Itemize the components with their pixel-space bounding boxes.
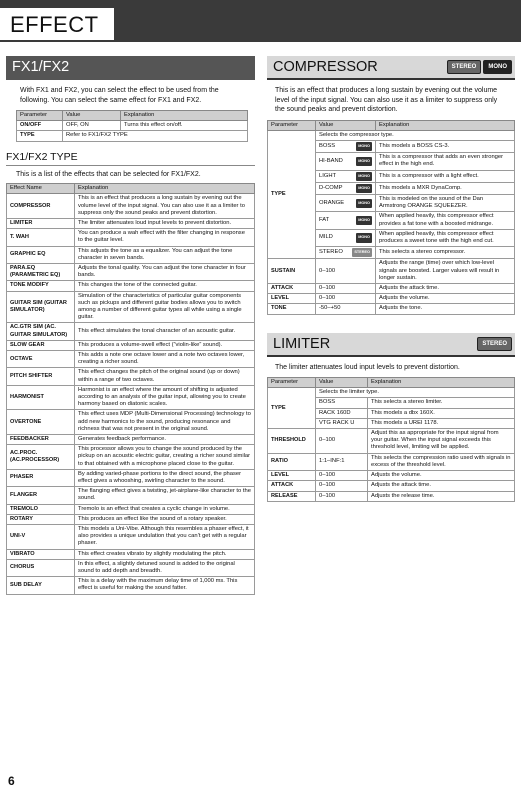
effect-explanation: Generates feedback performance. (75, 435, 255, 445)
col-header-value: Value (316, 120, 376, 130)
param-name: TYPE (268, 388, 316, 429)
type-explanation: This is modeled on the sound of the Dan Armstrong ORANGE SQUEEZER. (376, 194, 515, 211)
effect-explanation: This produces an effect like the sound of a rotary speaker. (75, 514, 255, 524)
effect-explanation: This adds a note one octave lower and a note two octaves lower, creating a richer sound. (75, 350, 255, 367)
effect-name: HARMONIST (7, 385, 75, 410)
fx-param-row (17, 131, 248, 141)
effect-name: LIMITER (7, 218, 75, 228)
compressor-section-title: COMPRESSOR STEREO MONO (267, 56, 515, 80)
mono-chip: MONO (356, 142, 372, 151)
type-value-cell (316, 247, 376, 259)
effect-explanation: This effect changes the pitch of the original sound (up or down) within a range of two octaves. (75, 368, 255, 385)
type-explanation: This models a UREI 1178. (368, 418, 515, 428)
limiter-param-row (268, 491, 515, 501)
col-header-effect-name: Effect Name (7, 184, 75, 194)
compressor-param-row (268, 283, 515, 293)
param-value: 0–100 (316, 429, 368, 454)
fx-type-row (7, 504, 255, 514)
fx-type-row (7, 525, 255, 550)
param-value: 0–100 (316, 294, 376, 304)
fx-type-row (7, 577, 255, 594)
param-name: THRESHOLD (268, 429, 316, 454)
left-column (6, 56, 255, 595)
param-value: -50–+50 (316, 304, 376, 314)
limiter-table (267, 377, 515, 502)
effect-explanation: By adding varied-phase portions to the direct sound, the phaser effect gives a whooshing, swirling character to the sound. (75, 469, 255, 486)
effect-name: PARA.EQ (PARAMETRIC EQ) (7, 263, 75, 280)
compressor-param-row (268, 294, 515, 304)
stereo-chip: STEREO (352, 248, 372, 257)
fx-type-row (7, 487, 255, 504)
fx-param-table (16, 110, 248, 142)
effect-explanation: You can produce a wah effect with the filter changing in response to the guitar level. (75, 229, 255, 246)
effect-name: COMPRESSOR (7, 194, 75, 219)
fx-type-row (7, 368, 255, 385)
col-header-parameter: Parameter (17, 111, 63, 121)
param-name: TONE (268, 304, 316, 314)
type-value: MILD (319, 234, 333, 241)
fx-type-row (7, 514, 255, 524)
compressor-header-row (268, 120, 515, 130)
effect-name: AC.GTR SIM (AC. GUITAR SIMULATOR) (7, 323, 75, 340)
effect-name: TONE MODIFY (7, 281, 75, 291)
param-name: LEVEL (268, 471, 316, 481)
param-name: RELEASE (268, 491, 316, 501)
compressor-param-row (268, 304, 515, 314)
type-value-wrap (319, 157, 372, 166)
type-value: VTG RACK U (316, 418, 368, 428)
limiter-param-row (268, 429, 515, 454)
type-value-cell (316, 170, 376, 182)
fx-type-row (7, 559, 255, 576)
type-explanation: This is a compressor that adds an even stronger effect in the high end. (376, 153, 515, 170)
compressor-type-caption-row (268, 130, 515, 140)
param-explanation: Adjust this as appropriate for the input signal from your guitar. When the input signal exceeds this threshold level, limiting will be applied. (368, 429, 515, 454)
param-explanation: Adjusts the tone. (376, 304, 515, 314)
type-value-wrap (319, 216, 372, 225)
effect-name: OCTAVE (7, 350, 75, 367)
type-value-wrap (319, 248, 372, 257)
fx-type-row (7, 246, 255, 263)
type-value: FAT (319, 216, 330, 223)
limiter-param-row (268, 481, 515, 491)
fx-type-row (7, 194, 255, 219)
page-title: EFFECT (10, 12, 99, 37)
type-value: D-COMP (319, 184, 343, 191)
effect-name: ROTARY (7, 514, 75, 524)
type-value-wrap (319, 142, 372, 151)
fx-type-row (7, 410, 255, 435)
effect-name: AC.PROC. (AC.PROCESSOR) (7, 445, 75, 470)
param-value: 1:1–INF:1 (316, 453, 368, 470)
param-value: 0–100 (316, 481, 368, 491)
type-value: RACK 160D (316, 408, 368, 418)
effect-explanation: This models a Uni-Vibe. Although this resembles a phaser effect, it also provides a unique undulation that you can’t get with a regular phaser. (75, 525, 255, 550)
effect-name: VIBRATO (7, 549, 75, 559)
stereo-badge: STEREO (447, 60, 482, 74)
type-value-wrap (319, 172, 372, 181)
limiter-param-row (268, 453, 515, 470)
param-explanation: Turns this effect on/off. (121, 121, 248, 131)
mono-chip: MONO (356, 157, 372, 166)
fx-type-row (7, 229, 255, 246)
type-value-cell (316, 212, 376, 229)
effect-explanation: Adjusts the tonal quality. You can adjust the tone character in four bands. (75, 263, 255, 280)
type-value: BOSS (319, 142, 336, 149)
col-header-value: Value (316, 378, 368, 388)
type-value: HI-BAND (319, 157, 343, 164)
param-explanation: Adjusts the release time. (368, 491, 515, 501)
param-name: SUSTAIN (268, 259, 316, 284)
effect-explanation: The limiter attenuates loud input levels to prevent distortion. (75, 218, 255, 228)
effect-name: CHORUS (7, 559, 75, 576)
param-explanation: Adjusts the volume. (376, 294, 515, 304)
mono-chip: MONO (356, 172, 372, 181)
fx-type-row (7, 263, 255, 280)
fx-type-row (7, 435, 255, 445)
effect-explanation: This effect uses MDP (Multi-Dimensional Processing) technology to add new harmonics to the sound, producing resonance and richness that was not present in the original sound. (75, 410, 255, 435)
param-explanation: Adjusts the volume. (368, 471, 515, 481)
effect-explanation: Harmonist is an effect where the amount of shifting is adjusted according to an analysis of the guitar input, allowing you to create harmony based on diatonic scales. (75, 385, 255, 410)
effect-name: SUB DELAY (7, 577, 75, 594)
type-explanation: This models a dbx 160X. (368, 408, 515, 418)
limiter-header-row (268, 378, 515, 388)
param-value: 0–100 (316, 471, 368, 481)
fx-param-row (17, 121, 248, 131)
mono-chip: MONO (356, 184, 372, 193)
type-explanation: This models a BOSS CS-3. (376, 140, 515, 152)
param-explanation: Adjusts the range (time) over which low-level signals are boosted. Larger values will result in longer sustain. (376, 259, 515, 284)
param-name: RATIO (268, 453, 316, 470)
param-explanation: This selects the compression ratio used with signals in excess of the threshold level. (368, 453, 515, 470)
col-header-explanation: Explanation (75, 184, 255, 194)
mono-chip: MONO (356, 233, 372, 242)
effect-name: PITCH SHIFTER (7, 368, 75, 385)
col-header-explanation: Explanation (376, 120, 515, 130)
type-explanation: When applied heavily, this compressor effect produces a sweet tone with the high end cut. (376, 229, 515, 246)
effect-explanation: Simulation of the characteristics of particular guitar components such as pickups and different guitar bodies allows you to switch among a number of different guitar types all while using a single guitar. (75, 291, 255, 323)
limiter-badges (477, 337, 512, 351)
param-name: TYPE (268, 130, 316, 259)
type-explanation: This selects a stereo compressor. (376, 247, 515, 259)
mono-badge: MONO (483, 60, 512, 74)
fx-type-header-row (7, 184, 255, 194)
fx-type-table (6, 183, 255, 595)
type-value-cell (316, 182, 376, 194)
fx-param-header-row (17, 111, 248, 121)
effect-name: FLANGER (7, 487, 75, 504)
type-explanation: When applied heavily, this compressor effect provides a fat tone with a boosted midrange. (376, 212, 515, 229)
mono-chip: MONO (356, 216, 372, 225)
param-value: Refer to FX1/FX2 TYPE (63, 131, 248, 141)
page-title-box (0, 6, 116, 42)
fx-type-row (7, 291, 255, 323)
type-value: ORANGE (319, 199, 345, 206)
param-name: TYPE (17, 131, 63, 141)
type-caption: Selects the compressor type. (316, 130, 515, 140)
effect-explanation: This adjusts the tone as a equalizer. You can adjust the tone character in seven bands. (75, 246, 255, 263)
type-value-cell (316, 140, 376, 152)
compressor-intro: This is an effect that produces a long sustain by evening out the volume level of the input signal. You can also use it as a limiter to suppress only the sound peaks and prevent distortion. (275, 87, 498, 113)
param-value: 0–100 (316, 491, 368, 501)
type-value-cell (316, 229, 376, 246)
effect-name: UNI-V (7, 525, 75, 550)
type-explanation: This is a compressor with a light effect. (376, 170, 515, 182)
effect-explanation: This is a delay with the maximum delay time of 1,000 ms. This effect is useful for making the sound fatter. (75, 577, 255, 594)
effect-name: GRAPHIC EQ (7, 246, 75, 263)
col-header-explanation: Explanation (121, 111, 248, 121)
limiter-section-title: LIMITER STEREO (267, 333, 515, 357)
col-header-parameter: Parameter (268, 120, 316, 130)
effect-name: TREMOLO (7, 504, 75, 514)
type-value: LIGHT (319, 172, 337, 179)
limiter-type-caption-row (268, 388, 515, 398)
effect-name: PHASER (7, 469, 75, 486)
effect-name: GUITAR SIM (GUITAR SIMULATOR) (7, 291, 75, 323)
fx-type-row (7, 445, 255, 470)
effect-explanation: The flanging effect gives a twisting, jet-airplane-like character to the sound. (75, 487, 255, 504)
col-header-explanation: Explanation (368, 378, 515, 388)
param-name: ON/OFF (17, 121, 63, 131)
param-value: 0–100 (316, 259, 376, 284)
fx-type-row (7, 385, 255, 410)
effect-name: OVERTONE (7, 410, 75, 435)
effect-name: T. WAH (7, 229, 75, 246)
effect-explanation: This is an effect that produces a long sustain by evening out the volume level of the input signal. You can also use it as a limiter to suppress only the sound peaks and prevent distortion. (75, 194, 255, 219)
type-value-cell (316, 153, 376, 170)
type-value: STEREO (319, 249, 343, 256)
type-explanation: This models a MXR DynaComp. (376, 182, 515, 194)
param-name: LEVEL (268, 294, 316, 304)
effect-explanation: This changes the tone of the connected guitar. (75, 281, 255, 291)
type-value: BOSS (316, 398, 368, 408)
stereo-badge: STEREO (477, 337, 512, 351)
param-explanation: Adjusts the attack time. (376, 283, 515, 293)
fx-intro: With FX1 and FX2, you can select the effect to be used from the following. You can select the same effect for FX1 and FX2. (20, 87, 219, 104)
effect-explanation: This produces a volume-swell effect (“violin-like” sound). (75, 340, 255, 350)
param-name: ATTACK (268, 283, 316, 293)
effect-explanation: In this effect, a slightly detuned sound is added to the original sound to add depth and breadth. (75, 559, 255, 576)
param-value: 0–100 (316, 283, 376, 293)
mono-chip: MONO (356, 199, 372, 208)
fx-type-row (7, 218, 255, 228)
effect-name: SLOW GEAR (7, 340, 75, 350)
col-header-value: Value (63, 111, 121, 121)
fx-type-row (7, 549, 255, 559)
fx-section-title: FX1/FX2 (6, 56, 255, 80)
fx-type-row (7, 340, 255, 350)
param-value: OFF, ON (63, 121, 121, 131)
effect-explanation: Tremolo is an effect that creates a cyclic change in volume. (75, 504, 255, 514)
limiter-param-row (268, 471, 515, 481)
col-header-parameter: Parameter (268, 378, 316, 388)
type-value-wrap (319, 184, 372, 193)
limiter-intro: The limiter attenuates loud input levels to prevent distortion. (275, 363, 460, 371)
effect-explanation: This processor allows you to change the sound produced by the pickup on an acoustic electric guitar, creating a richer sound similar to that obtained with a microphone placed close to the guitar. (75, 445, 255, 470)
page-number: 6 (8, 774, 15, 788)
type-explanation: This selects a stereo limiter. (368, 398, 515, 408)
type-value-wrap (319, 233, 372, 242)
effect-explanation: This effect creates vibrato by slightly modulating the pitch. (75, 549, 255, 559)
fx-type-row (7, 469, 255, 486)
compressor-badges (447, 60, 512, 74)
fx-type-row (7, 281, 255, 291)
type-value-wrap (319, 199, 372, 208)
fx-type-row (7, 323, 255, 340)
compressor-table (267, 120, 515, 315)
right-column (267, 56, 515, 502)
type-caption: Selects the limiter type. (316, 388, 515, 398)
page-header (0, 0, 521, 42)
type-value-cell (316, 194, 376, 211)
compressor-param-row (268, 259, 515, 284)
fx-type-row (7, 350, 255, 367)
effect-name: FEEDBACKER (7, 435, 75, 445)
fx-type-intro: This is a list of the effects that can be selected for FX1/FX2. (16, 170, 201, 178)
param-name: ATTACK (268, 481, 316, 491)
fx-type-title: FX1/FX2 TYPE (6, 142, 255, 166)
effect-explanation: This effect simulates the tonal character of an acoustic guitar. (75, 323, 255, 340)
param-explanation: Adjusts the attack time. (368, 481, 515, 491)
